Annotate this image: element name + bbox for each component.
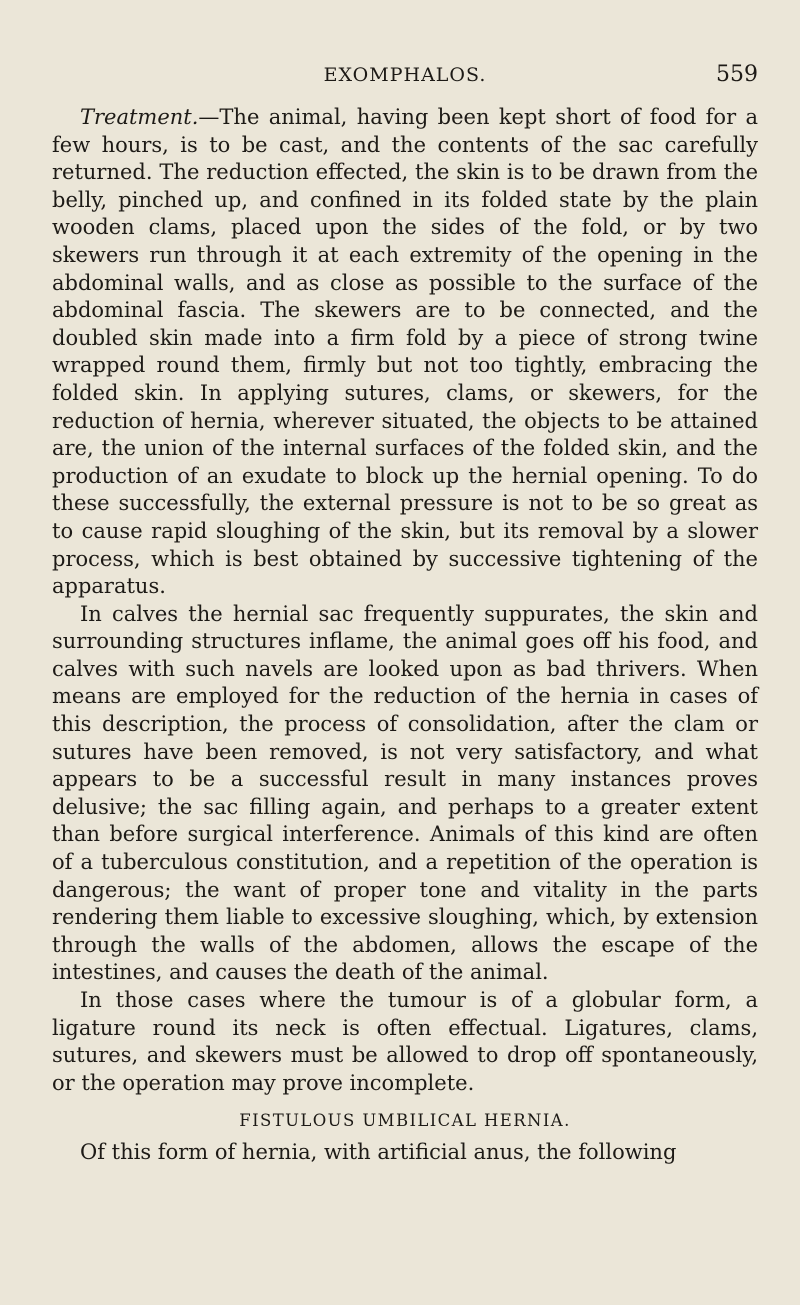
section-heading: FISTULOUS UMBILICAL HERNIA. <box>239 1111 571 1131</box>
body-text <box>52 104 758 1167</box>
page-number: 559 <box>716 62 758 87</box>
paragraph-fistulous: Of this form of hernia, with artificial anus, the following <box>80 1140 677 1165</box>
running-title: EXOMPHALOS. <box>323 64 487 86</box>
paragraph-calves: In calves the hernial sac frequently suppurates, the skin and surrounding structures inflame, the animal goes off his food, and calves with such navels are looked upon as bad thrivers. When means are employed for the reduction of the hernia in cases of this description, the process of consolidation, after the clam or sutures have been removed, is not very satisfactory, and what appears to be a successful result in many instances proves delusive; the sac filling again, and perhaps to a greater extent than before surgical interference. Animals of this kind are often of a tuberculous constitution, and a repetition of the operation is dangerous; the want of proper tone and vitality in the parts rendering them liable to excessive sloughing, which, by extension through the walls of the abdomen, allows the escape of the intestines, and causes the death of the animal. <box>52 601 758 985</box>
running-head <box>52 60 758 90</box>
paragraph-ligature: In those cases where the tumour is of a globular form, a ligature round its neck is often effectual. Ligatures, clams, sutures, and skewers must be allowed to drop off spontaneously, or the operation may prove incomplete. <box>52 988 758 1095</box>
paragraph-text: —The animal, having been kept short of food for a few hours, is to be cast, and the contents of the sac carefully returned. The reduction effected, the skin is to be drawn from the belly, pinched up, and confined in its folded state by the plain wooden clams, placed upon the sides of the fold, or by two skewers run through it at each extremity of the opening in the abdominal walls, and as close as possible to the surface of the abdominal fascia. The skewers are to be connected, and the doubled skin made into a firm fold by a piece of strong twine wrapped round them, firmly but not too tightly, embracing the folded skin. In applying sutures, clams, or skewers, for the reduction of hernia, wherever situated, the objects to be attained are, the union of the internal surfaces of the folded skin, and the production of an exudate to block up the hernial opening. To do these successfully, the external pressure is not to be so great as to cause rapid sloughing of the skin, but its removal by a slower process, which is best obtained by successive tightening of the apparatus. <box>52 105 758 599</box>
paragraph-treatment <box>52 104 758 601</box>
paragraph-lead: Treatment. <box>80 105 199 129</box>
